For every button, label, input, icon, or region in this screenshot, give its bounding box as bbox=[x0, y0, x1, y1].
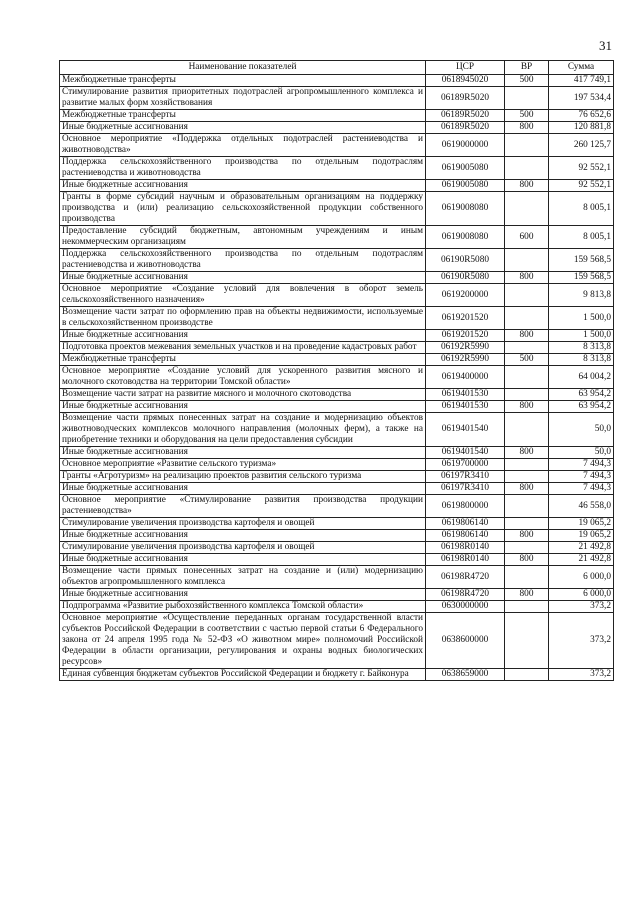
cell-csr: 0619806140 bbox=[426, 518, 505, 530]
cell-vr: 500 bbox=[505, 110, 549, 122]
cell-vr bbox=[505, 307, 549, 330]
cell-sum: 64 004,2 bbox=[549, 366, 614, 389]
table-row bbox=[60, 226, 614, 249]
cell-csr: 06190R5080 bbox=[426, 272, 505, 284]
cell-vr bbox=[505, 249, 549, 272]
page-number: 31 bbox=[599, 38, 612, 53]
table-row bbox=[60, 122, 614, 134]
cell-name: Иные бюджетные ассигнования bbox=[60, 272, 426, 284]
table-row bbox=[60, 542, 614, 554]
cell-csr: 0638659000 bbox=[426, 669, 505, 681]
cell-name: Гранты в форме субсидий научным и образовательным организациям на поддержку производства и (или) реализацию сельскохозяйственной продукции собственного производства bbox=[60, 192, 426, 226]
cell-csr: 0619400000 bbox=[426, 366, 505, 389]
cell-name: Гранты «Агротуризм» на реализацию проектов развития сельского туризма bbox=[60, 471, 426, 483]
cell-name: Иные бюджетные ассигнования bbox=[60, 122, 426, 134]
header-sum: Сумма bbox=[549, 61, 614, 75]
cell-sum: 19 065,2 bbox=[549, 530, 614, 542]
cell-name: Межбюджетные трансферты bbox=[60, 75, 426, 87]
cell-vr bbox=[505, 413, 549, 447]
cell-name: Основное мероприятие «Развитие сельского туризма» bbox=[60, 459, 426, 471]
cell-name: Основное мероприятие «Поддержка отдельных подотраслей растениеводства и животноводства» bbox=[60, 134, 426, 157]
cell-csr: 0619008080 bbox=[426, 192, 505, 226]
cell-sum: 8 005,1 bbox=[549, 192, 614, 226]
table-row bbox=[60, 134, 614, 157]
cell-name: Единая субвенция бюджетам субъектов Российской Федерации и бюджету г. Байконура bbox=[60, 669, 426, 681]
cell-name: Иные бюджетные ассигнования bbox=[60, 330, 426, 342]
cell-vr bbox=[505, 601, 549, 613]
cell-csr: 0619700000 bbox=[426, 459, 505, 471]
cell-sum: 7 494,3 bbox=[549, 471, 614, 483]
cell-csr: 0619005080 bbox=[426, 180, 505, 192]
cell-name: Иные бюджетные ассигнования bbox=[60, 401, 426, 413]
cell-name: Основное мероприятие «Создание условий для ускоренного развития мясного и молочного скотоводства на территории Томской области» bbox=[60, 366, 426, 389]
table-row bbox=[60, 284, 614, 307]
cell-vr: 800 bbox=[505, 530, 549, 542]
cell-vr: 800 bbox=[505, 589, 549, 601]
cell-name: Подпрограмма «Развитие рыбохозяйственного комплекса Томской области» bbox=[60, 601, 426, 613]
cell-name: Возмещение части прямых понесенных затрат на создание и модернизацию объектов животноводческих комплексов молочного направления (молочных ферм), а также на приобретение техники и оборудования на цели предоставления субсидии bbox=[60, 413, 426, 447]
cell-sum: 417 749,1 bbox=[549, 75, 614, 87]
table-row bbox=[60, 669, 614, 681]
cell-name: Предоставление субсидий бюджетным, автономным учреждениям и иным некоммерческим организациям bbox=[60, 226, 426, 249]
cell-csr: 0619200000 bbox=[426, 284, 505, 307]
cell-sum: 373,2 bbox=[549, 613, 614, 669]
table-row bbox=[60, 330, 614, 342]
header-csr: ЦСР bbox=[426, 61, 505, 75]
cell-name: Иные бюджетные ассигнования bbox=[60, 447, 426, 459]
cell-vr: 800 bbox=[505, 483, 549, 495]
cell-vr bbox=[505, 566, 549, 589]
cell-sum: 7 494,3 bbox=[549, 483, 614, 495]
table-row bbox=[60, 554, 614, 566]
table-row bbox=[60, 471, 614, 483]
cell-csr: 06192R5990 bbox=[426, 342, 505, 354]
cell-csr: 06198R0140 bbox=[426, 542, 505, 554]
cell-sum: 373,2 bbox=[549, 601, 614, 613]
cell-sum: 6 000,0 bbox=[549, 566, 614, 589]
cell-csr: 06198R4720 bbox=[426, 589, 505, 601]
cell-csr: 0619008080 bbox=[426, 226, 505, 249]
cell-name: Иные бюджетные ассигнования bbox=[60, 483, 426, 495]
cell-csr: 0619401540 bbox=[426, 413, 505, 447]
cell-csr: 06189R5020 bbox=[426, 110, 505, 122]
cell-name: Иные бюджетные ассигнования bbox=[60, 589, 426, 601]
cell-sum: 21 492,8 bbox=[549, 554, 614, 566]
cell-csr: 06197R3410 bbox=[426, 471, 505, 483]
cell-csr: 0619401530 bbox=[426, 401, 505, 413]
table-row bbox=[60, 413, 614, 447]
cell-sum: 8 313,8 bbox=[549, 342, 614, 354]
cell-sum: 8 005,1 bbox=[549, 226, 614, 249]
cell-vr bbox=[505, 459, 549, 471]
cell-name: Стимулирование увеличения производства картофеля и овощей bbox=[60, 542, 426, 554]
cell-sum: 8 313,8 bbox=[549, 354, 614, 366]
cell-name: Поддержка сельскохозяйственного производства по отдельным подотраслям растениеводства и животноводства bbox=[60, 249, 426, 272]
cell-vr: 800 bbox=[505, 122, 549, 134]
table-row bbox=[60, 366, 614, 389]
cell-sum: 1 500,0 bbox=[549, 330, 614, 342]
cell-vr bbox=[505, 518, 549, 530]
cell-vr bbox=[505, 284, 549, 307]
cell-sum: 9 813,8 bbox=[549, 284, 614, 307]
cell-name: Стимулирование развития приоритетных подотраслей агропромышленного комплекса и развитие малых форм хозяйствования bbox=[60, 87, 426, 110]
cell-csr: 0619000000 bbox=[426, 134, 505, 157]
cell-csr: 0638600000 bbox=[426, 613, 505, 669]
table-row bbox=[60, 401, 614, 413]
cell-sum: 50,0 bbox=[549, 447, 614, 459]
cell-sum: 159 568,5 bbox=[549, 272, 614, 284]
cell-vr bbox=[505, 542, 549, 554]
cell-sum: 92 552,1 bbox=[549, 180, 614, 192]
cell-sum: 1 500,0 bbox=[549, 307, 614, 330]
cell-vr bbox=[505, 669, 549, 681]
cell-sum: 63 954,2 bbox=[549, 401, 614, 413]
header-vr: ВР bbox=[505, 61, 549, 75]
cell-vr bbox=[505, 157, 549, 180]
cell-name: Межбюджетные трансферты bbox=[60, 354, 426, 366]
cell-sum: 21 492,8 bbox=[549, 542, 614, 554]
table-row bbox=[60, 589, 614, 601]
cell-sum: 50,0 bbox=[549, 413, 614, 447]
cell-sum: 46 558,0 bbox=[549, 495, 614, 518]
cell-sum: 197 534,4 bbox=[549, 87, 614, 110]
table-row bbox=[60, 601, 614, 613]
cell-vr: 800 bbox=[505, 272, 549, 284]
cell-name: Основное мероприятие «Осуществление переданных органам государственной власти субъектов Российской Федерации в соответствии с частью первой статьи 6 Федерального закона от 24 апреля 1995 года № 52-ФЗ «О животном мире» полномочий Российской Федерации в области организации, регулирования и охраны водных биологических ресурсов» bbox=[60, 613, 426, 669]
table-header-row bbox=[60, 61, 614, 75]
table-row bbox=[60, 613, 614, 669]
table-row bbox=[60, 192, 614, 226]
table-row bbox=[60, 307, 614, 330]
cell-name: Иные бюджетные ассигнования bbox=[60, 554, 426, 566]
cell-name: Возмещение части затрат по оформлению прав на объекты недвижимости, используемые в сельскохозяйственном производстве bbox=[60, 307, 426, 330]
table-row bbox=[60, 342, 614, 354]
cell-csr: 0619201520 bbox=[426, 330, 505, 342]
cell-name: Основное мероприятие «Стимулирование развития производства продукции растениеводства» bbox=[60, 495, 426, 518]
cell-sum: 373,2 bbox=[549, 669, 614, 681]
cell-name: Основное мероприятие «Создание условий для вовлечения в оборот земель сельскохозяйственного назначения» bbox=[60, 284, 426, 307]
cell-name: Подготовка проектов межевания земельных участков и на проведение кадастровых работ bbox=[60, 342, 426, 354]
cell-vr: 800 bbox=[505, 401, 549, 413]
cell-name: Иные бюджетные ассигнования bbox=[60, 180, 426, 192]
table-row bbox=[60, 495, 614, 518]
cell-sum: 260 125,7 bbox=[549, 134, 614, 157]
cell-name: Стимулирование увеличения производства картофеля и овощей bbox=[60, 518, 426, 530]
cell-csr: 0619800000 bbox=[426, 495, 505, 518]
cell-csr: 0618945020 bbox=[426, 75, 505, 87]
table-row bbox=[60, 75, 614, 87]
cell-sum: 120 881,8 bbox=[549, 122, 614, 134]
table-row bbox=[60, 157, 614, 180]
header-name: Наименование показателей bbox=[60, 61, 426, 75]
cell-name: Иные бюджетные ассигнования bbox=[60, 530, 426, 542]
cell-csr: 06189R5020 bbox=[426, 87, 505, 110]
cell-csr: 0630000000 bbox=[426, 601, 505, 613]
cell-csr: 06192R5990 bbox=[426, 354, 505, 366]
cell-sum: 7 494,3 bbox=[549, 459, 614, 471]
table-row bbox=[60, 483, 614, 495]
cell-name: Межбюджетные трансферты bbox=[60, 110, 426, 122]
cell-csr: 0619201520 bbox=[426, 307, 505, 330]
cell-vr: 800 bbox=[505, 554, 549, 566]
cell-sum: 63 954,2 bbox=[549, 389, 614, 401]
cell-csr: 06197R3410 bbox=[426, 483, 505, 495]
cell-vr bbox=[505, 192, 549, 226]
table-row bbox=[60, 389, 614, 401]
cell-vr: 800 bbox=[505, 180, 549, 192]
cell-name: Поддержка сельскохозяйственного производства по отдельным подотраслям растениеводства и животноводства bbox=[60, 157, 426, 180]
cell-sum: 159 568,5 bbox=[549, 249, 614, 272]
cell-sum: 6 000,0 bbox=[549, 589, 614, 601]
cell-csr: 0619401540 bbox=[426, 447, 505, 459]
table-row bbox=[60, 459, 614, 471]
cell-vr bbox=[505, 134, 549, 157]
cell-vr bbox=[505, 471, 549, 483]
table-row bbox=[60, 87, 614, 110]
table-row bbox=[60, 110, 614, 122]
cell-vr: 500 bbox=[505, 75, 549, 87]
table-row bbox=[60, 530, 614, 542]
table-row bbox=[60, 272, 614, 284]
cell-name: Возмещение части затрат на развитие мясного и молочного скотоводства bbox=[60, 389, 426, 401]
table-row bbox=[60, 447, 614, 459]
cell-csr: 06198R0140 bbox=[426, 554, 505, 566]
cell-vr bbox=[505, 495, 549, 518]
cell-vr bbox=[505, 342, 549, 354]
cell-vr bbox=[505, 389, 549, 401]
cell-sum: 92 552,1 bbox=[549, 157, 614, 180]
cell-csr: 0619401530 bbox=[426, 389, 505, 401]
cell-vr: 500 bbox=[505, 354, 549, 366]
cell-csr: 06190R5080 bbox=[426, 249, 505, 272]
budget-table bbox=[59, 60, 614, 681]
cell-csr: 0619005080 bbox=[426, 157, 505, 180]
cell-name: Возмещение части прямых понесенных затрат на создание и (или) модернизацию объектов агропромышленного комплекса bbox=[60, 566, 426, 589]
table-row bbox=[60, 566, 614, 589]
table-row bbox=[60, 249, 614, 272]
table-row bbox=[60, 180, 614, 192]
cell-vr bbox=[505, 87, 549, 110]
table-row bbox=[60, 518, 614, 530]
cell-csr: 0619806140 bbox=[426, 530, 505, 542]
cell-vr bbox=[505, 366, 549, 389]
cell-vr: 600 bbox=[505, 226, 549, 249]
cell-vr: 800 bbox=[505, 447, 549, 459]
cell-sum: 19 065,2 bbox=[549, 518, 614, 530]
table-row bbox=[60, 354, 614, 366]
cell-csr: 06198R4720 bbox=[426, 566, 505, 589]
cell-csr: 06189R5020 bbox=[426, 122, 505, 134]
cell-sum: 76 652,6 bbox=[549, 110, 614, 122]
cell-vr bbox=[505, 613, 549, 669]
cell-vr: 800 bbox=[505, 330, 549, 342]
